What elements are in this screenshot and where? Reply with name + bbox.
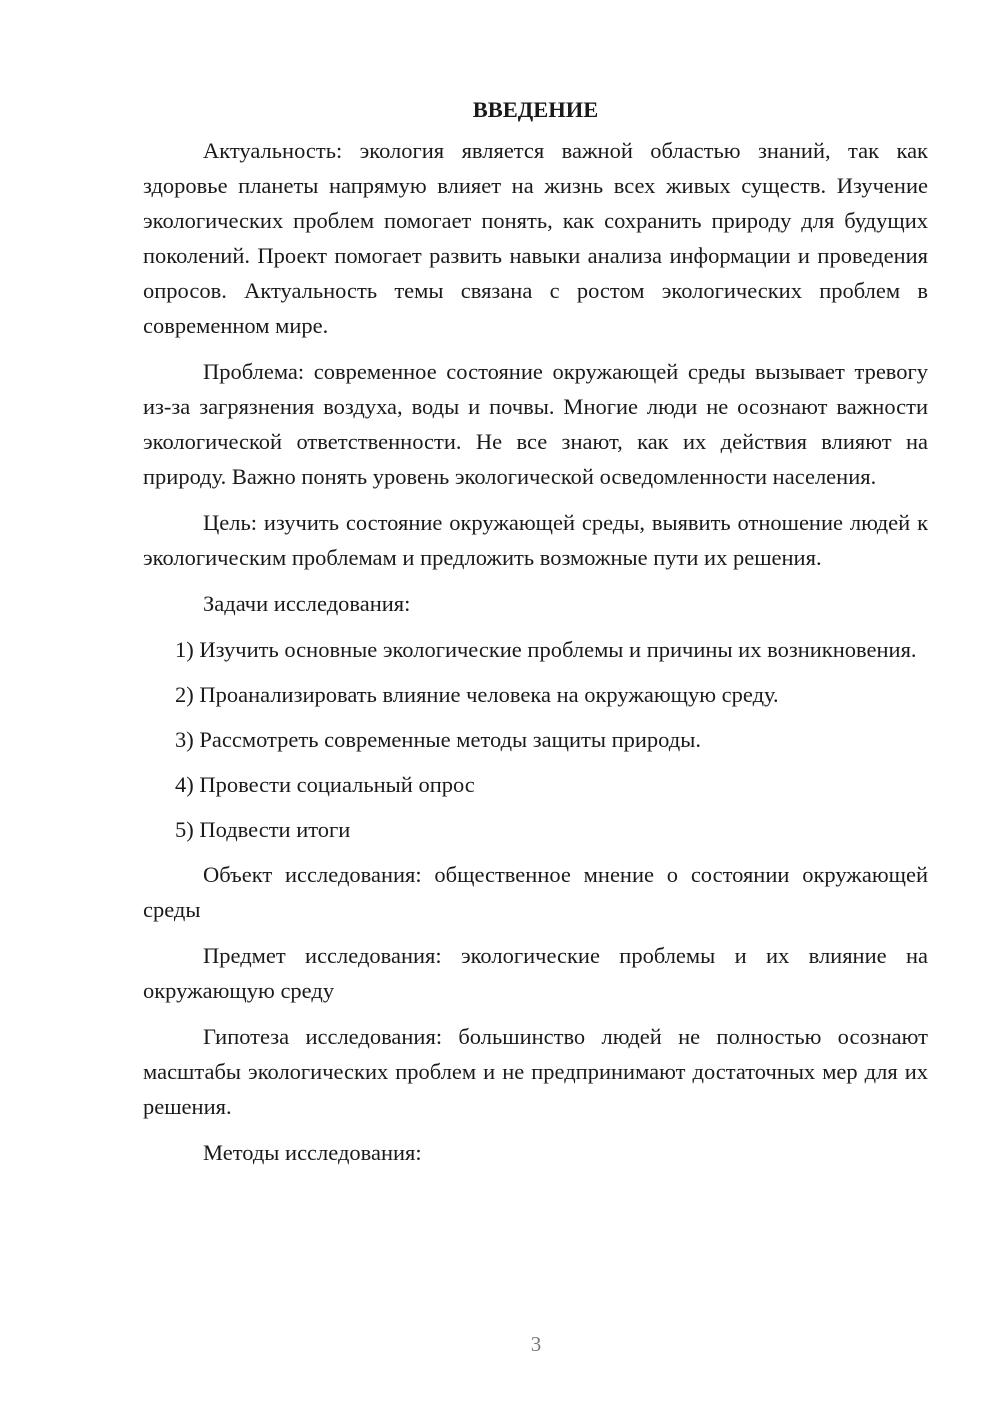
task-item-4: 4) Провести социальный опрос <box>175 772 475 797</box>
hypothesis-paragraph: Гипотеза исследования: большинство людей не полностью осознают масштабы экологических проблем и не предпринимают достаточных мер для их решения. <box>143 1024 928 1119</box>
relevance-paragraph: Актуальность: экология является важной областью знаний, так как здоровье планеты напрямую влияет на жизнь всех живых существ. Изучение экологических проблем помогает понять, как сохранить природу для будущих поколений. Проект помогает развить навыки анализа информации и проведения опросов. Актуальность темы связана с ростом экологических проблем в современном мире. <box>143 138 928 338</box>
task-item-1: 1) Изучить основные экологические проблемы и причины их возникновения. <box>175 637 917 662</box>
goal-paragraph: Цель: изучить состояние окружающей среды, выявить отношение людей к экологическим проблемам и предложить возможные пути их решения. <box>143 510 928 570</box>
tasks-heading: Задачи исследования: <box>203 591 411 616</box>
object-paragraph: Объект исследования: общественное мнение о состоянии окружающей среды <box>143 862 928 922</box>
task-item-2: 2) Проанализировать влияние человека на окружающую среду. <box>175 682 779 707</box>
section-title: ВВЕДЕНИЕ <box>472 97 599 122</box>
task-item-5: 5) Подвести итоги <box>175 817 351 842</box>
page-content <box>143 92 928 1181</box>
task-item-3: 3) Рассмотреть современные методы защиты природы. <box>175 727 701 752</box>
subject-paragraph: Предмет исследования: экологические проблемы и их влияние на окружающую среду <box>143 943 928 1003</box>
methods-heading: Методы исследования: <box>203 1140 422 1165</box>
page-number: 3 <box>530 1332 542 1356</box>
problem-paragraph: Проблема: современное состояние окружающей среды вызывает тревогу из-за загрязнения воздуха, воды и почвы. Многие люди не осознают важности экологической ответственности. Не все знают, как их действия влияют на природу. Важно понять уровень экологической осведомленности населения. <box>143 359 928 489</box>
